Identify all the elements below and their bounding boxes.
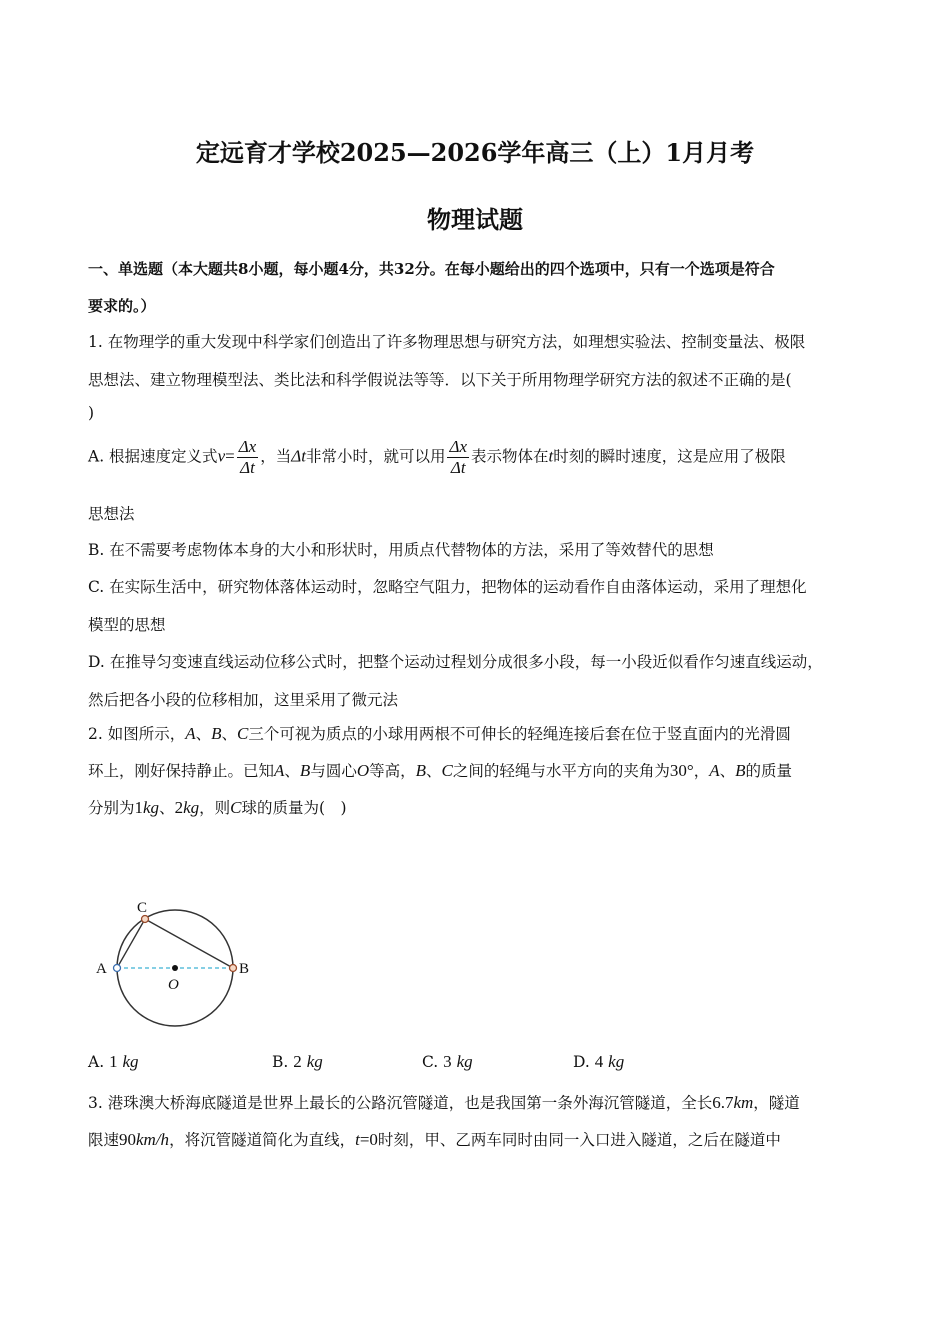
q1-option-b[interactable]: B. 在不需要考虑物体本身的大小和形状时，用质点代替物体的方法，采用了等效替代的思想	[88, 541, 714, 559]
ball-a	[114, 965, 121, 972]
fraction-dx-dt: $\frac{\Delta x}{\Delta t}$	[238, 437, 257, 477]
q2-option-c[interactable]: C. 3 kg	[422, 1052, 473, 1071]
rope-cb	[145, 919, 233, 968]
rope-ca	[117, 919, 145, 968]
q1-option-d[interactable]: D. 在推导匀变速直线运动位移公式时，把整个运动过程划分成很多小段，每一小段近似看作匀速直线运动，	[88, 653, 823, 671]
q1-option-c[interactable]: C. 在实际生活中，研究物体落体运动时，忽略空气阻力，把物体的运动看作自由落体运动，采用了理想化	[88, 578, 807, 596]
var-t: t	[548, 446, 554, 466]
q1-option-a[interactable]: A. 根据速度定义式v= $\frac{\Delta x}{\Delta t}$ ，当Δt非常小时，就可以用 $\frac{\Delta x}{\Delta t}$ 表示物体在t时刻的瞬时速度，这是应用了极限	[88, 437, 786, 477]
label-c: C	[137, 900, 148, 916]
ball-b	[230, 965, 237, 972]
label-o: O	[168, 977, 179, 993]
q2-option-d[interactable]: D. 4 kg	[573, 1052, 625, 1071]
q1-stem-line2: 思想法、建立物理模型法、类比法和科学假说法等等．以下关于所用物理学研究方法的叙述不正确的是(	[88, 371, 792, 389]
q1-stem-line3: )	[88, 404, 95, 422]
q2-option-b[interactable]: B. 2 kg	[272, 1052, 323, 1071]
label-a: A	[96, 961, 107, 977]
ball-c	[142, 916, 149, 923]
var-dt: Δt	[291, 446, 306, 466]
q2-stem-line1: 2. 如图所示，A、B、C三个可视为质点的小球用两根不可伸长的轻绳连接后套在位于竖直面内的光滑圆	[88, 724, 791, 743]
q3-stem-line2: 限速90km/h，将沉管隧道简化为直线，t=0时刻，甲、乙两车同时由同一入口进入隧道，之后在隧道中	[88, 1130, 781, 1149]
section-heading: 一、单选题（本大题共8小题，每小题4分，共32分。在每小题给出的四个选项中，只有一个选项是符合	[88, 260, 775, 278]
center-point	[172, 965, 178, 971]
var-v: v	[217, 446, 226, 466]
label-b: B	[239, 961, 250, 977]
q1-stem-line1: 1. 在物理学的重大发现中科学家们创造出了许多物理思想与研究方法，如理想实验法、控制变量法、极限	[88, 333, 806, 351]
q3-stem-line1: 3. 港珠澳大桥海底隧道是世界上最长的公路沉管隧道，也是我国第一条外海沉管隧道，全长6.7km，隧道	[88, 1093, 800, 1112]
q2-stem-line3: 分别为1kg、2kg，则C球的质量为( )	[88, 798, 347, 817]
circle-diagram	[90, 895, 270, 1035]
q1-option-a-cont: 思想法	[88, 505, 135, 523]
q2-option-a[interactable]: A. 1 kg	[88, 1052, 139, 1071]
fraction-dx-dt-2: $\frac{\Delta x}{\Delta t}$	[449, 437, 467, 477]
q1-option-c-cont: 模型的思想	[88, 616, 166, 634]
section-heading-cont: 要求的。）	[88, 297, 156, 315]
exam-title: 定远育才学校2025—2026学年高三（上）1月月考	[195, 138, 755, 167]
subject-title: 物理试题	[427, 205, 523, 234]
q1-option-d-cont: 然后把各小段的位移相加，这里采用了微元法	[88, 691, 399, 709]
q2-stem-line2: 环上，刚好保持静止。已知A、B与圆心O等高，B、C之间的轻绳与水平方向的夹角为30°，A、B的质量	[88, 761, 793, 780]
